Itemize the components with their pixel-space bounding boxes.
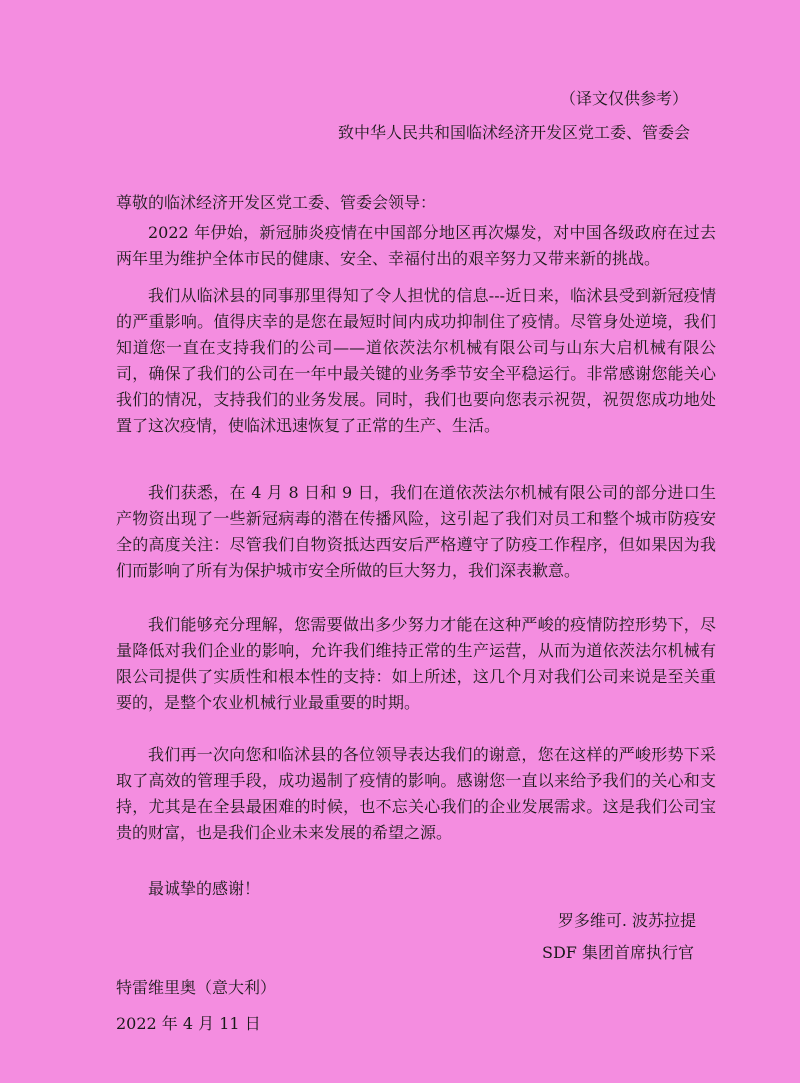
paragraph: 我们获悉，在 4 月 8 日和 9 日，我们在道依茨法尔机械有限公司的部分进口生产物资出现了一些新冠病毒的潜在传播风险，这引起了我们对员工和整个城市防疫安全的高度关注：尽管我们自物资抵达西安后严格遵守了防疫工作程序，但如果因为我们而影响了所有为保护城市安全所做的巨大努力，我们深表歉意。	[116, 483, 716, 580]
paragraph: 我们再一次向您和临沭县的各位领导表达我们的谢意，您在这样的严峻形势下采取了高效的管理手段，成功遏制了疫情的影响。感谢您一直以来给予我们的关心和支持，尤其是在全县最困难的时候，也不忘关心我们的企业发展需求。这是我们公司宝贵的财富，也是我们企业未来发展的希望之源。	[116, 745, 716, 842]
signer-name: 罗多维可. 波苏拉提	[557, 911, 696, 930]
paragraph: 我们从临沭县的同事那里得知了令人担忧的信息---近日来，临沭县受到新冠疫情的严重影响。值得庆幸的是您在最短时间内成功抑制住了疫情。尽管身处逆境，我们知道您一直在支持我们的公司——道依茨法尔机械有限公司与山东大启机械有限公司，确保了我们的公司在一年中最关键的业务季节安全平稳运行。非常感谢您能关心我们的情况，支持我们的业务发展。同时，我们也要向您表示祝贺，祝贺您成功地处置了这次疫情，使临沭迅速恢复了正常的生产、生活。	[116, 286, 716, 435]
recipient-line: 致中华人民共和国临沭经济开发区党工委、管委会	[337, 123, 690, 142]
paragraph-5-container	[116, 742, 716, 846]
closing-line: 最诚挚的感谢！	[148, 879, 261, 898]
translation-note: （译文仅供参考）	[559, 89, 688, 108]
paragraph-4-container	[116, 612, 716, 716]
date-line: 2022 年 4 月 11 日	[116, 1014, 261, 1033]
signer-title: SDF 集团首席执行官	[542, 943, 694, 962]
paragraph: 2022 年伊始，新冠肺炎疫情在中国部分地区再次爆发，对中国各级政府在过去两年里为维护全体市民的健康、安全、幸福付出的艰辛努力又带来新的挑战。	[116, 223, 716, 268]
paragraph-3-container	[116, 480, 716, 584]
salutation: 尊敬的临沭经济开发区党工委、管委会领导：	[116, 193, 437, 212]
paragraph-1-container	[116, 220, 716, 272]
place-line: 特雷维里奥（意大利）	[116, 978, 277, 997]
paragraph-2-container	[116, 283, 716, 439]
paragraph: 我们能够充分理解，您需要做出多少努力才能在这种严峻的疫情防控形势下，尽量降低对我们企业的影响，允许我们维持正常的生产运营，从而为道依茨法尔机械有限公司提供了实质性和根本性的支持：如上所述，这几个月对我们公司来说是至关重要的，是整个农业机械行业最重要的时期。	[116, 615, 716, 712]
